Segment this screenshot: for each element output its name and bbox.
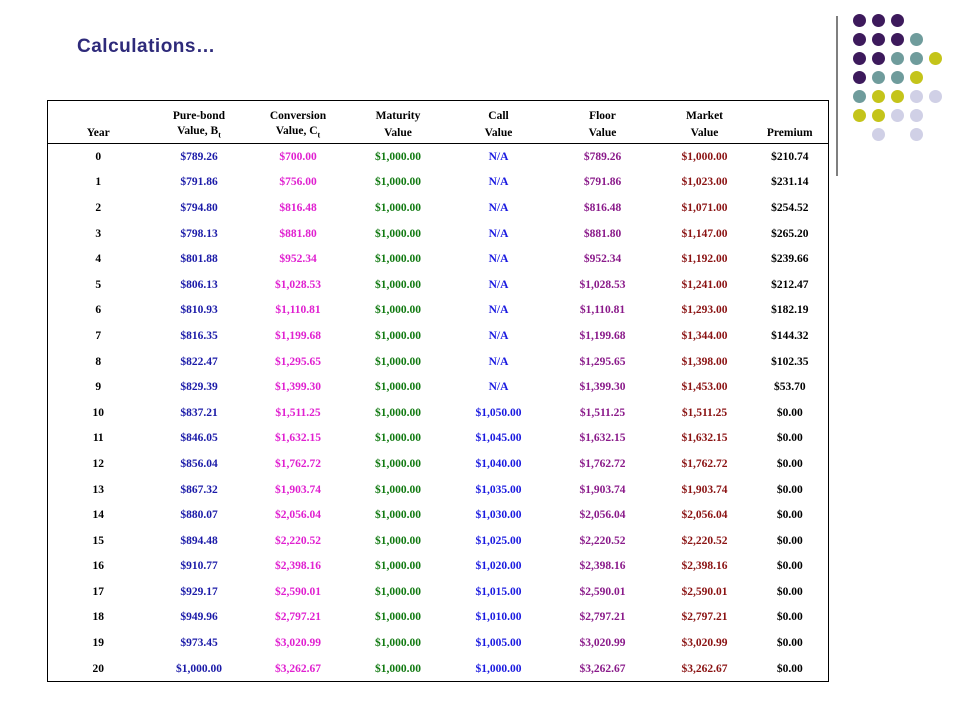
table-row	[48, 579, 829, 605]
cell-call: N/A	[488, 176, 509, 189]
cell-year: 11	[92, 432, 104, 445]
divider-line	[836, 16, 838, 176]
cell-pure-bond: $856.04	[180, 457, 218, 470]
calculations-table	[47, 100, 829, 682]
cell-maturity: $1,000.00	[375, 201, 421, 214]
table-row	[48, 426, 829, 452]
cell-conversion: $1,199.68	[275, 329, 321, 342]
cell-year: 9	[95, 381, 102, 394]
header-year-top	[48, 101, 149, 123]
cell-maturity: $1,000.00	[375, 355, 421, 368]
dot-icon	[910, 128, 923, 141]
cell-maturity: $1,000.00	[375, 176, 421, 189]
cell-conversion: $1,399.30	[275, 381, 321, 394]
cell-year: 12	[92, 457, 104, 470]
cell-year: 18	[92, 611, 104, 624]
cell-floor: $1,762.72	[579, 457, 626, 470]
cell-floor: $2,220.52	[579, 534, 626, 547]
table-row	[48, 221, 829, 247]
header-premium: Premium	[752, 122, 829, 144]
table-row	[48, 554, 829, 580]
cell-conversion: $2,590.01	[275, 585, 321, 598]
table-row	[48, 630, 829, 656]
cell-pure-bond: $894.48	[180, 534, 218, 547]
header-subscript: t	[317, 130, 321, 140]
header-floor-value: Value	[548, 122, 658, 144]
table-row	[48, 246, 829, 272]
cell-conversion: $3,020.99	[275, 637, 321, 650]
table-row	[48, 323, 829, 349]
header-row-bottom	[48, 122, 829, 144]
header-maturity-top: Maturity	[375, 110, 421, 122]
cell-pure-bond: $910.77	[180, 560, 218, 573]
cell-maturity: $1,000.00	[375, 534, 421, 547]
dot-icon	[891, 33, 904, 46]
cell-market: $2,398.16	[681, 560, 728, 573]
cell-floor: $1,295.65	[579, 355, 626, 368]
header-maturity-value: Value	[347, 122, 450, 144]
cell-conversion: $1,295.65	[275, 355, 321, 368]
cell-maturity: $1,000.00	[375, 560, 421, 573]
cell-maturity: $1,000.00	[375, 585, 421, 598]
cell-market: $2,056.04	[681, 509, 728, 522]
cell-conversion: $881.80	[279, 227, 317, 240]
cell-pure-bond: $791.86	[180, 176, 218, 189]
dot-icon	[891, 109, 904, 122]
cell-maturity: $1,000.00	[375, 304, 421, 317]
cell-year: 17	[92, 585, 104, 598]
cell-call: $1,040.00	[475, 457, 522, 470]
cell-premium: $212.47	[771, 278, 809, 291]
dot-icon	[910, 109, 923, 122]
cell-year: 13	[92, 483, 104, 496]
cell-market: $1,071.00	[681, 201, 728, 214]
cell-call: N/A	[488, 227, 509, 240]
cell-premium: $182.19	[771, 304, 809, 317]
cell-conversion: $952.34	[279, 253, 317, 266]
table-row	[48, 195, 829, 221]
cell-pure-bond: $829.39	[180, 381, 218, 394]
cell-year: 7	[95, 329, 102, 342]
cell-premium: $0.00	[776, 432, 803, 445]
cell-call: $1,030.00	[475, 509, 522, 522]
cell-floor: $2,797.21	[579, 611, 626, 624]
header-conversion-value	[250, 122, 347, 144]
cell-premium: $0.00	[776, 637, 803, 650]
cell-premium: $265.20	[771, 227, 809, 240]
cell-pure-bond: $801.88	[180, 253, 218, 266]
cell-conversion: $3,262.67	[275, 662, 321, 675]
cell-conversion: $1,511.25	[275, 406, 321, 419]
cell-market: $1,192.00	[681, 253, 728, 266]
header-conversion-label: Value, C	[275, 125, 318, 138]
cell-floor: $1,632.15	[579, 432, 626, 445]
cell-floor: $1,028.53	[579, 278, 626, 291]
cell-pure-bond: $949.96	[180, 611, 218, 624]
cell-call: N/A	[488, 253, 509, 266]
cell-pure-bond: $867.32	[180, 483, 218, 496]
cell-market: $1,453.00	[681, 381, 728, 394]
cell-maturity: $1,000.00	[375, 637, 421, 650]
cell-floor: $1,399.30	[579, 381, 626, 394]
cell-conversion: $2,398.16	[275, 560, 321, 573]
cell-pure-bond: $789.26	[180, 150, 218, 163]
cell-floor: $952.34	[583, 253, 622, 266]
cell-market: $1,344.00	[681, 329, 728, 342]
cell-year: 3	[95, 227, 102, 240]
cell-call: $1,050.00	[475, 406, 522, 419]
cell-maturity: $1,000.00	[375, 509, 421, 522]
cell-conversion: $2,056.04	[275, 509, 321, 522]
cell-conversion: $1,110.81	[275, 304, 321, 317]
cell-floor: $1,903.74	[579, 483, 626, 496]
dot-icon	[910, 71, 923, 84]
header-market-top: Market	[685, 110, 724, 122]
cell-call: $1,025.00	[475, 534, 522, 547]
cell-call: N/A	[488, 329, 509, 342]
cell-year: 10	[92, 406, 104, 419]
cell-pure-bond: $929.17	[180, 585, 218, 598]
cell-market: $2,590.01	[681, 585, 728, 598]
cell-premium: $0.00	[776, 509, 803, 522]
dot-icon	[891, 14, 904, 27]
dot-icon	[872, 90, 885, 103]
table-row	[48, 272, 829, 298]
cell-market: $2,220.52	[681, 534, 728, 547]
header-conversion-top: Conversion	[269, 110, 327, 122]
cell-year: 15	[92, 534, 104, 547]
table-row	[48, 170, 829, 196]
cell-call: N/A	[488, 355, 509, 368]
cell-floor: $2,398.16	[579, 560, 626, 573]
cell-premium: $0.00	[776, 611, 803, 624]
cell-market: $1,293.00	[681, 304, 728, 317]
dot-icon	[853, 90, 866, 103]
cell-year: 14	[92, 509, 104, 522]
cell-pure-bond: $1,000.00	[176, 662, 222, 675]
cell-floor: $3,262.67	[579, 662, 626, 675]
dot-icon	[929, 90, 942, 103]
cell-maturity: $1,000.00	[375, 150, 421, 163]
cell-maturity: $1,000.00	[375, 381, 421, 394]
cell-premium: $53.70	[773, 381, 806, 394]
table-row	[48, 298, 829, 324]
dot-icon	[853, 71, 866, 84]
cell-year: 6	[95, 304, 102, 317]
table-row	[48, 502, 829, 528]
header-pure-bond-label: Value, B	[177, 125, 219, 138]
cell-maturity: $1,000.00	[375, 611, 421, 624]
cell-market: $1,023.00	[681, 176, 728, 189]
cell-pure-bond: $816.35	[180, 329, 218, 342]
cell-floor: $1,199.68	[579, 329, 626, 342]
dot-icon	[872, 33, 885, 46]
cell-conversion: $2,220.52	[275, 534, 321, 547]
cell-market: $1,511.25	[681, 406, 728, 419]
page-title: Calculations…	[77, 36, 216, 57]
cell-floor: $1,110.81	[579, 304, 626, 317]
cell-floor: $816.48	[583, 201, 622, 214]
cell-maturity: $1,000.00	[375, 278, 421, 291]
header-premium-top	[752, 101, 829, 123]
cell-premium: $0.00	[776, 534, 803, 547]
cell-call: $1,020.00	[475, 560, 522, 573]
cell-year: 8	[95, 355, 102, 368]
cell-market: $2,797.21	[681, 611, 728, 624]
table-row	[48, 374, 829, 400]
cell-premium: $102.35	[771, 355, 809, 368]
cell-maturity: $1,000.00	[375, 406, 421, 419]
cell-conversion: $2,797.21	[275, 611, 321, 624]
cell-call: N/A	[488, 278, 509, 291]
cell-market: $1,241.00	[681, 278, 728, 291]
cell-year: 2	[95, 201, 102, 214]
header-row-top	[48, 101, 829, 123]
cell-premium: $231.14	[771, 176, 809, 189]
table-row	[48, 400, 829, 426]
cell-premium: $0.00	[776, 585, 803, 598]
cell-call: $1,015.00	[475, 585, 522, 598]
cell-year: 16	[92, 560, 104, 573]
cell-call: N/A	[488, 381, 509, 394]
cell-pure-bond: $794.80	[180, 201, 218, 214]
dot-icon	[853, 33, 866, 46]
cell-floor: $1,511.25	[579, 406, 626, 419]
cell-year: 1	[95, 176, 102, 189]
cell-conversion: $756.00	[279, 176, 317, 189]
cell-premium: $0.00	[776, 406, 803, 419]
cell-call: $1,000.00	[475, 662, 522, 675]
table-row	[48, 528, 829, 554]
cell-maturity: $1,000.00	[375, 227, 421, 240]
table-row	[48, 605, 829, 631]
cell-floor: $3,020.99	[579, 637, 626, 650]
cell-premium: $0.00	[776, 457, 803, 470]
dot-icon	[853, 109, 866, 122]
table-row	[48, 451, 829, 477]
dot-icon	[891, 71, 904, 84]
cell-market: $1,903.74	[681, 483, 728, 496]
cell-market: $1,632.15	[681, 432, 728, 445]
table-row	[48, 144, 829, 170]
table-row	[48, 349, 829, 375]
cell-conversion: $816.48	[279, 201, 317, 214]
cell-pure-bond: $846.05	[180, 432, 218, 445]
dot-icon	[891, 52, 904, 65]
cell-premium: $210.74	[771, 150, 809, 163]
cell-year: 20	[92, 662, 104, 675]
cell-call: $1,005.00	[475, 637, 522, 650]
cell-conversion: $1,632.15	[275, 432, 321, 445]
cell-market: $3,262.67	[681, 662, 728, 675]
cell-maturity: $1,000.00	[375, 483, 421, 496]
cell-market: $3,020.99	[681, 637, 728, 650]
cell-call: $1,045.00	[475, 432, 522, 445]
cell-pure-bond: $973.45	[180, 637, 218, 650]
header-year: Year	[48, 122, 149, 144]
cell-market: $1,000.00	[681, 150, 728, 163]
cell-maturity: $1,000.00	[375, 457, 421, 470]
cell-year: 4	[95, 253, 102, 266]
dot-icon	[910, 33, 923, 46]
cell-conversion: $1,903.74	[275, 483, 321, 496]
header-subscript: t	[218, 130, 221, 140]
cell-pure-bond: $880.07	[180, 509, 218, 522]
cell-premium: $254.52	[771, 201, 809, 214]
header-pure-bond-top: Pure-bond	[172, 110, 226, 122]
cell-pure-bond: $806.13	[180, 278, 218, 291]
table-row	[48, 477, 829, 503]
dot-icon	[872, 14, 885, 27]
cell-call: N/A	[488, 201, 509, 214]
dot-icon	[853, 52, 866, 65]
cell-floor: $789.26	[583, 150, 622, 163]
dot-icon	[872, 52, 885, 65]
cell-maturity: $1,000.00	[375, 432, 421, 445]
cell-floor: $881.80	[583, 227, 622, 240]
cell-call: N/A	[488, 304, 509, 317]
dot-icon	[891, 90, 904, 103]
dot-icon	[910, 52, 923, 65]
cell-premium: $239.66	[771, 253, 809, 266]
cell-market: $1,398.00	[681, 355, 728, 368]
cell-maturity: $1,000.00	[375, 662, 421, 675]
cell-conversion: $1,762.72	[275, 457, 321, 470]
cell-maturity: $1,000.00	[375, 253, 421, 266]
cell-call: $1,010.00	[475, 611, 522, 624]
dot-icon	[872, 71, 885, 84]
dot-icon	[872, 109, 885, 122]
decorative-dot-grid-icon	[853, 14, 953, 164]
cell-conversion: $700.00	[279, 150, 317, 163]
cell-premium: $0.00	[776, 560, 803, 573]
cell-maturity: $1,000.00	[375, 329, 421, 342]
cell-pure-bond: $798.13	[180, 227, 218, 240]
header-floor-top: Floor	[589, 110, 616, 122]
header-pure-bond-value	[149, 122, 250, 144]
cell-market: $1,147.00	[681, 227, 728, 240]
cell-premium: $144.32	[771, 329, 809, 342]
cell-pure-bond: $837.21	[180, 406, 218, 419]
header-call-value: Value	[450, 122, 548, 144]
cell-floor: $791.86	[583, 176, 622, 189]
table-row	[48, 656, 829, 682]
header-market-value: Value	[658, 122, 752, 144]
cell-year: 19	[92, 637, 104, 650]
cell-floor: $2,056.04	[579, 509, 626, 522]
cell-premium: $0.00	[776, 662, 803, 675]
dot-icon	[929, 52, 942, 65]
cell-pure-bond: $810.93	[180, 304, 218, 317]
cell-conversion: $1,028.53	[275, 278, 321, 291]
cell-year: 0	[95, 150, 102, 163]
dot-icon	[872, 128, 885, 141]
cell-year: 5	[95, 278, 102, 291]
dot-icon	[910, 90, 923, 103]
header-call-top: Call	[488, 110, 509, 122]
cell-floor: $2,590.01	[579, 585, 626, 598]
cell-pure-bond: $822.47	[180, 355, 218, 368]
dot-icon	[853, 14, 866, 27]
cell-premium: $0.00	[776, 483, 803, 496]
cell-call: N/A	[488, 150, 509, 163]
cell-call: $1,035.00	[475, 483, 522, 496]
cell-market: $1,762.72	[681, 457, 728, 470]
